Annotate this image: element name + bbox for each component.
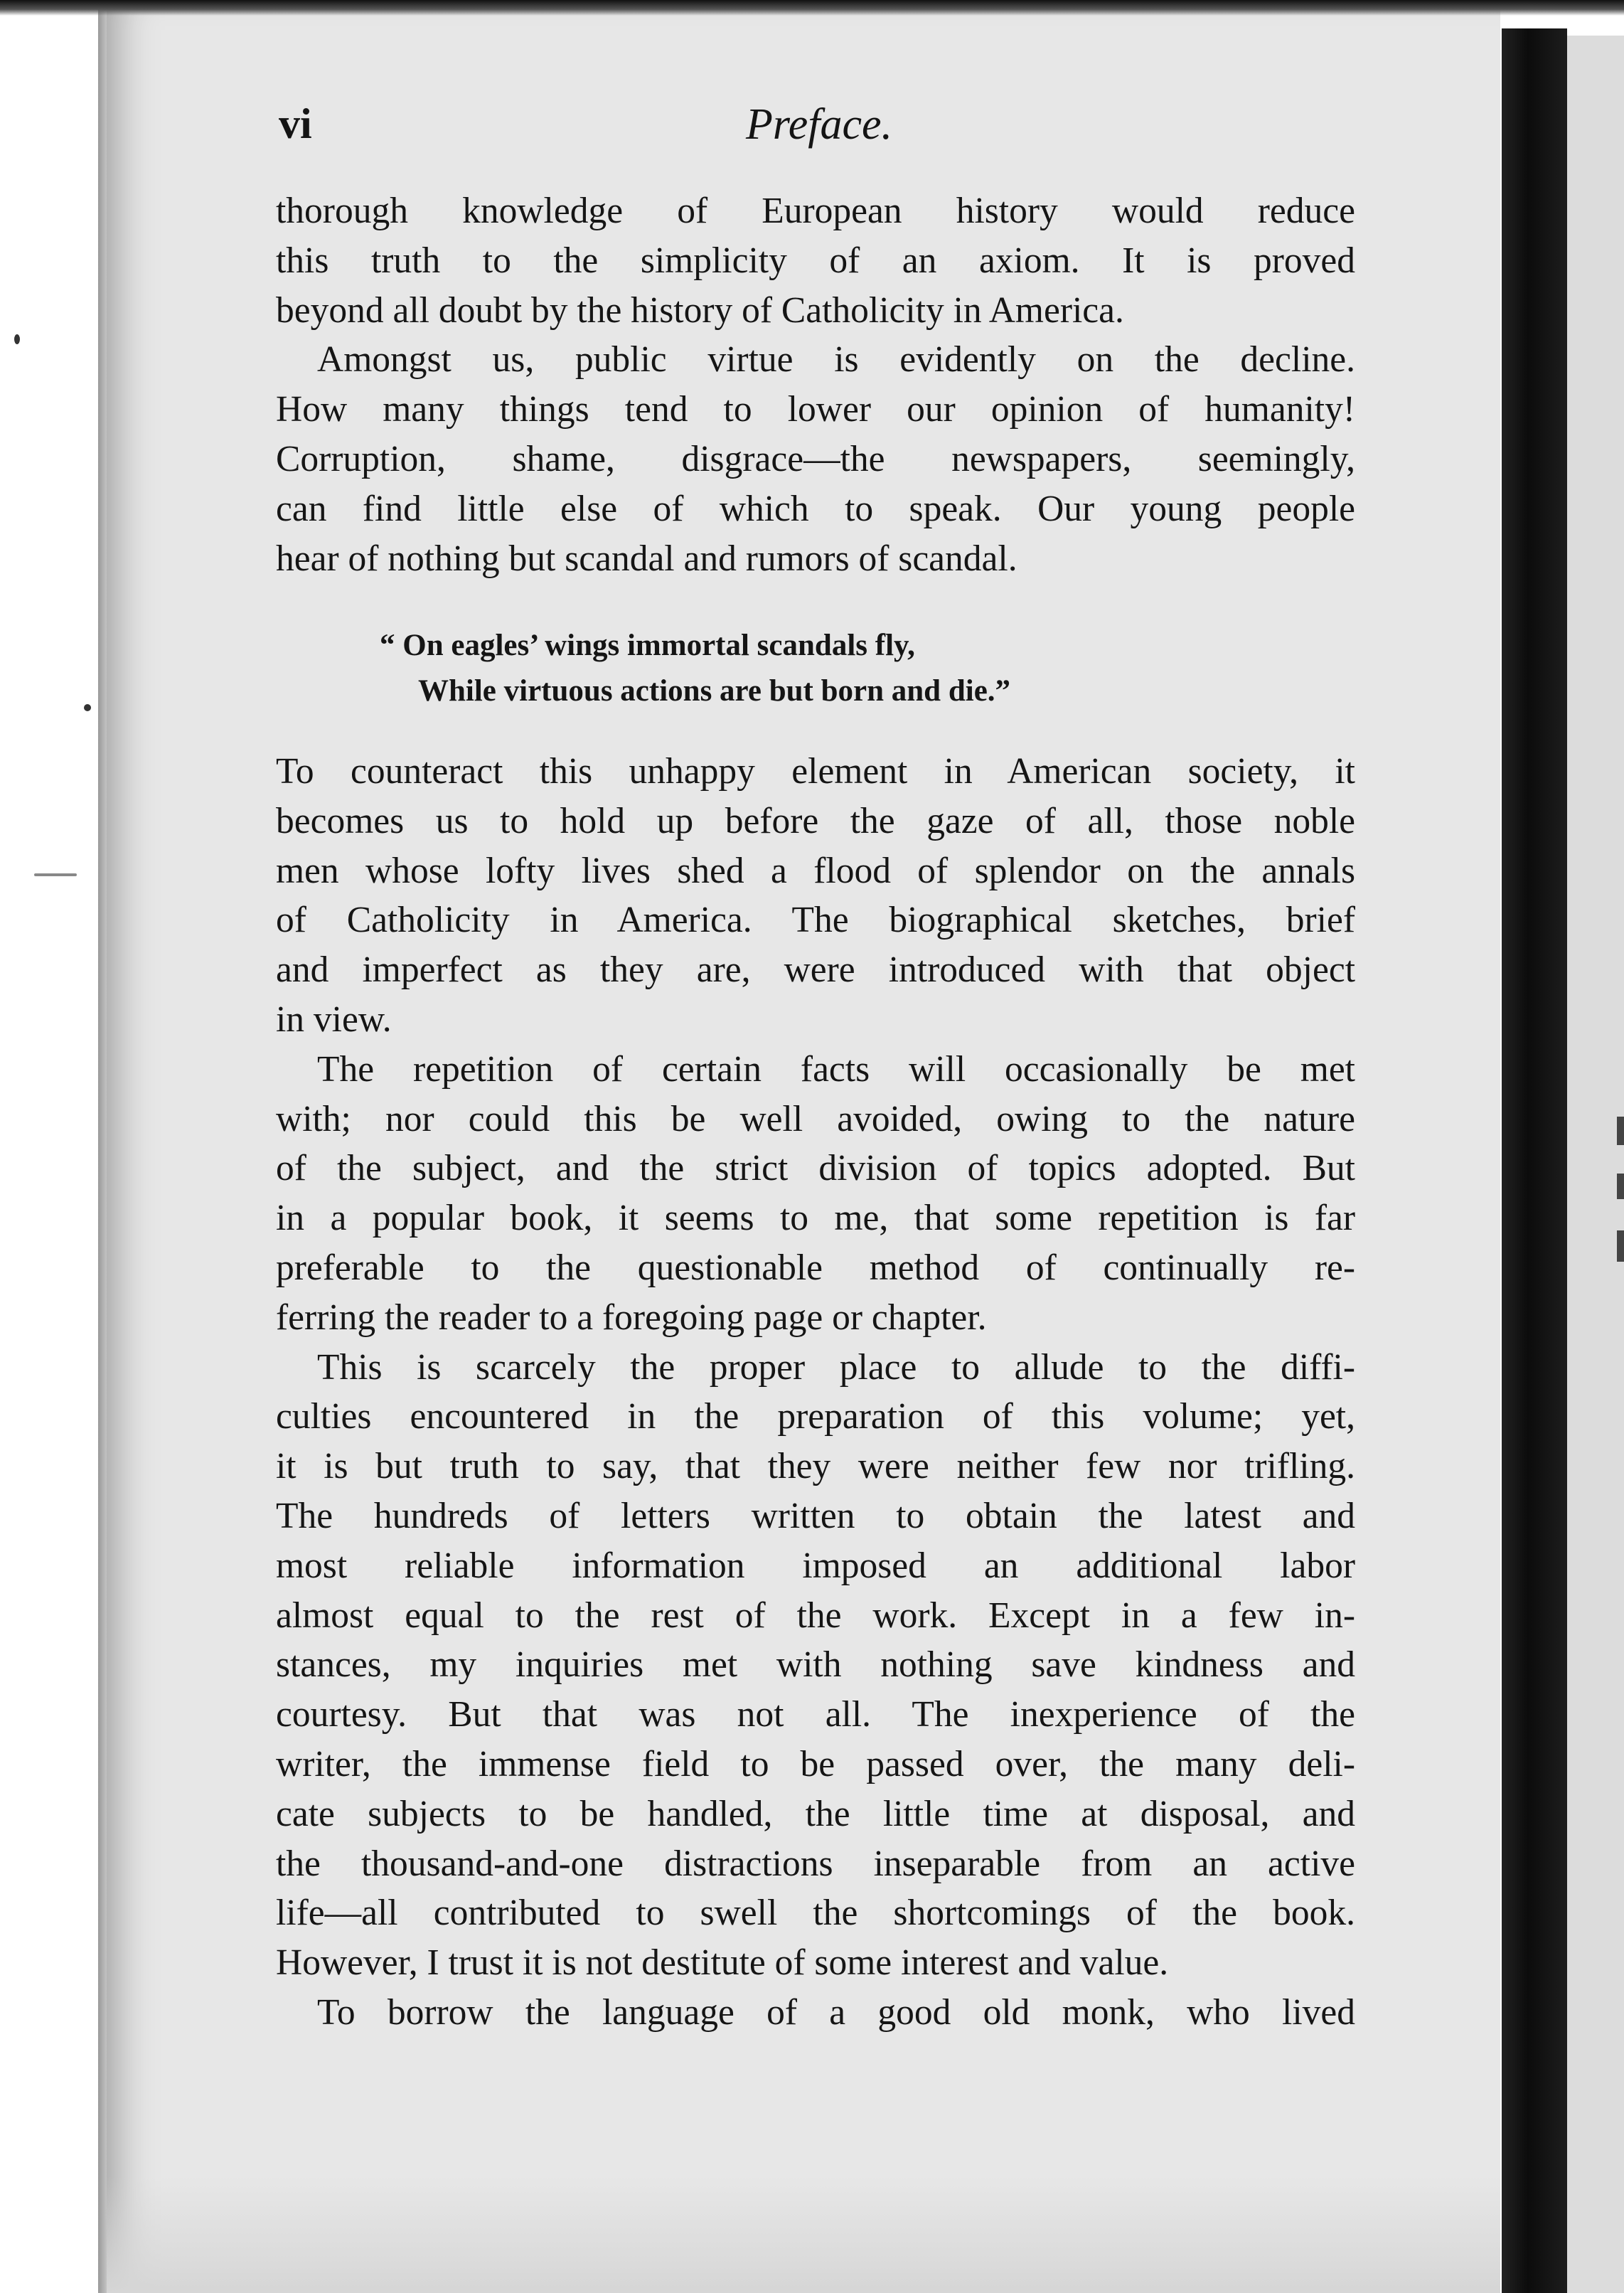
text-line: culties encountered in the preparation of this volume; yet, (276, 1396, 1355, 1437)
text-line: it is but truth to say, that they were neither few nor trifling. (276, 1446, 1355, 1487)
text-line: can find little else of which to speak. Our young people (276, 488, 1355, 529)
top-shadow (0, 0, 1624, 16)
text-line: Corruption, shame, disgrace—the newspapers, seemingly, (276, 438, 1355, 479)
text-line: of the subject, and the strict division of topics adopted. But (276, 1148, 1355, 1189)
text-line: stances, my inquiries met with nothing save kindness and (276, 1644, 1355, 1686)
text-line: This is scarcely the proper place to allude to the diffi- (317, 1346, 1355, 1388)
quote-line: “ On eagles’ wings immortal scandals fly, (380, 629, 915, 662)
facing-page-mark (1617, 1230, 1624, 1262)
text-line: life—all contributed to swell the shortcomings of the book. (276, 1893, 1355, 1934)
text-line: To counteract this unhappy element in American society, it (276, 751, 1355, 792)
text-line: However, I trust it is not destitute of some interest and value. (276, 1942, 1169, 1984)
text-line: The hundreds of letters written to obtain the latest and (276, 1495, 1355, 1536)
text-line: preferable to the questionable method of continually re- (276, 1247, 1355, 1288)
text-line: hear of nothing but scandal and rumors of scandal. (276, 538, 1017, 579)
body-text-bottom (276, 747, 1355, 2038)
text-line: To borrow the language of a good old monk, who lived (317, 1991, 1355, 2033)
text-line: Amongst us, public virtue is evidently on the decline. (317, 339, 1355, 381)
scan-speck (84, 704, 91, 711)
page-header (279, 100, 1359, 164)
scan-speck (14, 334, 20, 344)
text-line: The repetition of certain facts will occasionally be met (317, 1048, 1355, 1090)
body-text-top (276, 186, 1355, 583)
text-line: courtesy. But that was not all. The inexperience of the (276, 1694, 1355, 1735)
text-line: writer, the immense field to be passed over, the many deli- (276, 1743, 1355, 1784)
text-line: with; nor could this be well avoided, owing to the nature (276, 1098, 1355, 1139)
text-line: thorough knowledge of European history would reduce (276, 191, 1355, 231)
facing-page-mark (1617, 1117, 1624, 1145)
book-spine-gutter (1502, 28, 1567, 2293)
text-line: becomes us to hold up before the gaze of all, those noble (276, 800, 1355, 841)
text-line: of Catholicity in America. The biographical sketches, brief (276, 900, 1355, 941)
text-line: almost equal to the rest of the work. Except in a few in- (276, 1595, 1355, 1636)
page-bottom-shadow (107, 2176, 1500, 2293)
facing-page-edge (1567, 36, 1624, 2293)
text-line: men whose lofty lives shed a flood of splendor on the annals (276, 850, 1355, 891)
facing-page-mark (1617, 1174, 1624, 1199)
text-line: in view. (276, 999, 392, 1040)
text-line: most reliable information imposed an additional labor (276, 1545, 1355, 1586)
scan-speck (34, 873, 77, 876)
text-line: ferring the reader to a foregoing page or chapter. (276, 1297, 987, 1338)
text-line: in a popular book, it seems to me, that some repetition is far (276, 1198, 1355, 1239)
quote-line: While virtuous actions are but born and die.” (418, 674, 1011, 708)
running-head: Preface. (746, 100, 892, 149)
text-line: and imperfect as they are, were introduced with that object (276, 949, 1355, 991)
page-number: vi (279, 100, 312, 147)
text-line: the thousand-and-one distractions inseparable from an active (276, 1843, 1355, 1884)
text-line: beyond all doubt by the history of Catholicity in America. (276, 289, 1124, 331)
text-line: How many things tend to lower our opinion of humanity! (276, 389, 1355, 430)
text-line: cate subjects to be handled, the little time at disposal, and (276, 1793, 1355, 1834)
verse-quotation (380, 623, 1010, 714)
text-line: this truth to the simplicity of an axiom. It is proved (276, 240, 1355, 281)
